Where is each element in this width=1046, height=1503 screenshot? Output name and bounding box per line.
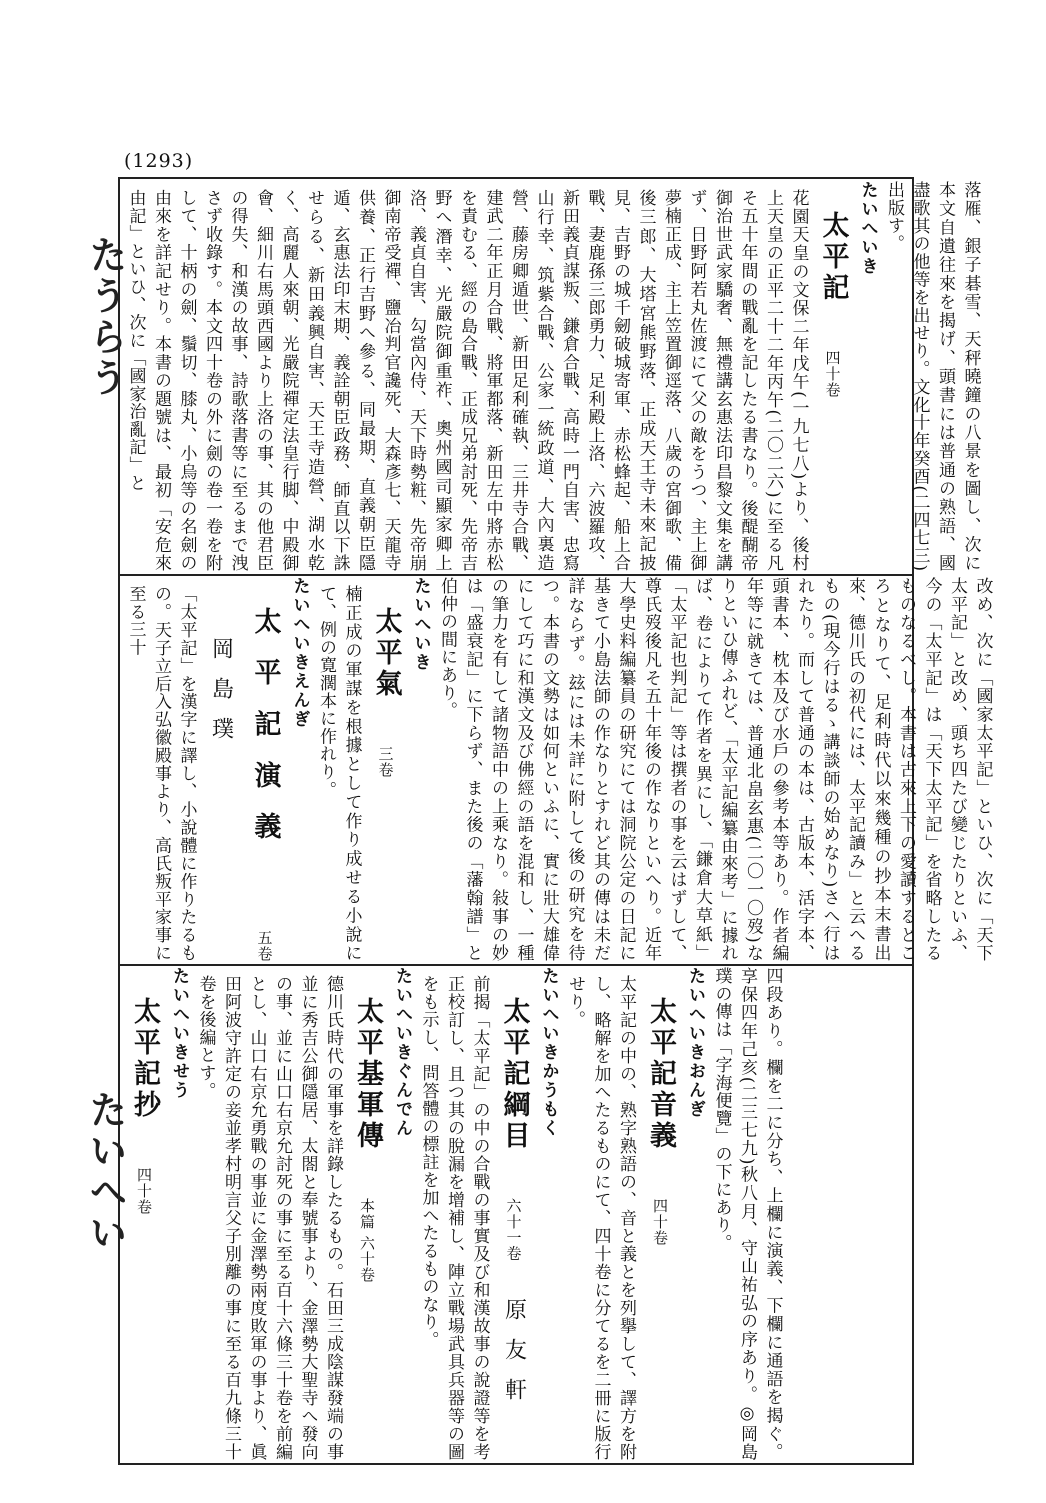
- running-head-upper: たうらう: [83, 235, 127, 399]
- continued-text: 改め、次に「國家太平記」といひ、次に「天下太平記」と改め、頭ち四たび變じたりといふ、今の「太平記」は「天下太平記」を省略したるものなるべし。本書は古來上下の愛讀するところとなりて、足利時代以來幾種の抄本末書出來、德川氏の初代には、太平記讀み」と云へるもの(現今行はるゝ講談師の始めなり)さへ行はれたり。而して普通の本は、古版本、活字本、頭書本、枕本及び水戶の參考本等あり。作者編年等に就きては、普通北畠玄惠(二〇一〇歿)なりといひ傳ふれど、「太平記編纂由來考」に據れば、卷によりて作者を異にし、「鎌倉大草紙」「太平記也判記」等は撰者の事を云はずして、尊氏歿後凡そ五十年後の作なりといへり。近年大學史料編纂員の研究にては洞院公定の日記に基きて小島法師の作なりとすれど其の傳は未だ詳ならず。玆には未詳に附して後の研究を待つ。本書の文勢は如何といふに、實に壯大雄偉にして巧に和漢文及び佛經の語を混和し、一種の筆力を有して諸物語中の上乘なり。敍事の妙は「盛衰記」に下らず、また後の「藩翰譜」と伯仲の間にあり。: [437, 577, 993, 962]
- entry-taiheiki-gunden: [192, 967, 415, 1461]
- entry-body: 花園天皇の文保二年戊午(一九七八)より、後村上天皇の正平二十二年丙午(二〇二六)に至る凡そ五十年間の戰亂を記したる書なり。後醍醐帝御治世武家驕奢、無禮講玄惠法印昌黎文集を講ず、日野阿若丸佐渡にて父の敵をうつ、主上御夢楠正成、主上笠置御逕落、八歲の宮御歌、備後三郎、大塔宮熊野落、正成天王寺未來記披見、吉野の城千劒破城寄軍、赤松蜂起、船上合戰、妻鹿孫三郎勇力、足利殿上洛、六波羅攻、新田義貞謀叛、鎌倉合戰、高時一門自害、忠寫山行幸、筑紫合戰、公家一統政道、大內裏造營、藤房卿遁世、新田足利確執、三井寺合戰、建武二年正月合戰、將軍都落、新田左中將赤松を責むる、經の島合戰、正成兄弟討死、先帝吉野へ潛幸、光嚴院御重祚、奧州國司顯家卿上洛、義貞自害、勾當內侍、天下時勢粧、先帝崩御南帝受禪、鹽冶判官讒死、大森彥七、天龍寺供養、正行吉野へ參る、同最期、直義朝臣隱遁、玄惠法印末期、義詮朝臣政務、師直以下誅せらる、新田義興自害、天王寺造營、湖水乾く、高麗人來朝、光嚴院禪定法皇行脚、中殿御會、細川右馬頭西國より上洛の事、其の他君臣の得失、和漢の故事、詩歌落書等に至るまで洩さず收錄す。本文四十卷の外に劍の卷一卷を附して、十柄の劍、鬚切、膝丸、小烏等の名劍の由來を詳記せり。本書の題號は、最初「安危來由記」といひ、次に「國家治亂記」と: [125, 189, 809, 572]
- entry-volumes: 四十卷: [135, 1167, 153, 1215]
- entry-volumes: 四十卷: [823, 350, 842, 398]
- entry-body: 德川氏時代の軍事を詳錄したるもの。石田三成陰謀發端の事並に秀吉公御隱居、太閤と奉號事より、金澤勢大聖寺へ發向の事、並に山口右京允討死の事に至る百十六條三十卷を前編とし、山口右京允勇戰の事並に金澤勢兩度敗軍の事より、眞田阿波守許定の妾並孝村明言父子別離の事に至る百九條三十卷を後編とす。: [195, 975, 343, 1461]
- entry-taiheiki-engi: [122, 577, 313, 962]
- entry-volumes: 五卷: [255, 930, 274, 962]
- continued-text: 四段あり。欄を二に分ち、上欄に演義、下欄に通語を揭ぐ。享保四年己亥(二三七九)秋八月、守山祐弘の序あり。◎岡島璞の傳は「字海便覽」の下にあり。: [711, 967, 783, 1461]
- entry-author: 原友軒: [501, 1297, 527, 1418]
- entry-reading: たいへいきぐんでん: [392, 967, 412, 1138]
- entry-reading: たいへいきおんぎ: [685, 967, 705, 1119]
- entry-reading: たいへいき: [410, 577, 431, 672]
- entry-volumes: 三卷: [376, 746, 395, 778]
- entry-title: 太平氣: [370, 607, 402, 700]
- entry-title: 太平記綱目: [498, 997, 530, 1152]
- entry-title: 太平記: [817, 211, 849, 304]
- entry-volumes: 本篇 六十卷: [358, 1198, 376, 1283]
- entry-reading: たいへいきえんぎ: [289, 577, 310, 729]
- entry-body: 楠正成の軍謀を根據として作り成せる小說にて、例の寛濶本に作れり。: [316, 585, 362, 962]
- entry-title: 太平記音義: [645, 997, 676, 1152]
- entry-title: 太平基軍傳: [352, 997, 383, 1152]
- entry-taiheiki-ongi: [562, 967, 709, 1461]
- entry-taiheiki: [122, 181, 881, 572]
- entry-taiheiki-komoku: [415, 967, 562, 1461]
- continued-text: 落雁、銀子碁雪、天秤曉鐘の八景を圖し、次に本文自遺往來を揭げ、頭書には普通の熟語、國盡歌其の他等を出せり。文化十年癸酉(二四七三)出版す。: [884, 181, 981, 572]
- entry-reading: たいへいきせう: [169, 967, 189, 1100]
- running-head-lower: たいへい: [83, 1090, 127, 1254]
- entry-body: 「太平記」を漢字に譯し、小說體に作りたるもの。天子立后入弘徽殿事より、高氏叛平家事に至る三十: [125, 585, 197, 962]
- entry-author: 岡島璞: [208, 637, 234, 757]
- entry-body: 太平記の中の、熟字熟語の、音と義とを列擧して、譯方を附し、略解を加へたるものにて、四十卷に分てるを二冊に版行せり。: [565, 975, 636, 1461]
- entry-title: 太平記抄: [129, 997, 160, 1121]
- entry-body: 前揭「太平記」の中の合戰の事實及び和漢故事の說證等を考正校訂し、且つ其の脫漏を增補し、陣立戰場武具兵器等の圖をも示し、問答體の標註を加へたるものなり。: [418, 975, 490, 1461]
- entry-reading: たいへいき: [857, 181, 878, 276]
- band-divider-1: [118, 574, 914, 576]
- entry-reading: たいへいきかうもく: [538, 967, 559, 1138]
- entry-volumes: 六十一卷: [504, 1198, 523, 1262]
- entry-taiheiki-sho: [122, 967, 192, 1461]
- band-middle: [122, 577, 993, 962]
- entry-taiheiki-ki: [313, 577, 434, 962]
- band-lower: [122, 967, 910, 1461]
- page-number: (1293): [124, 150, 194, 172]
- entry-volumes: 四十卷: [651, 1198, 669, 1246]
- band-upper: [122, 181, 981, 572]
- band-divider-2: [118, 964, 914, 966]
- entry-title: 太平記演義: [249, 607, 281, 864]
